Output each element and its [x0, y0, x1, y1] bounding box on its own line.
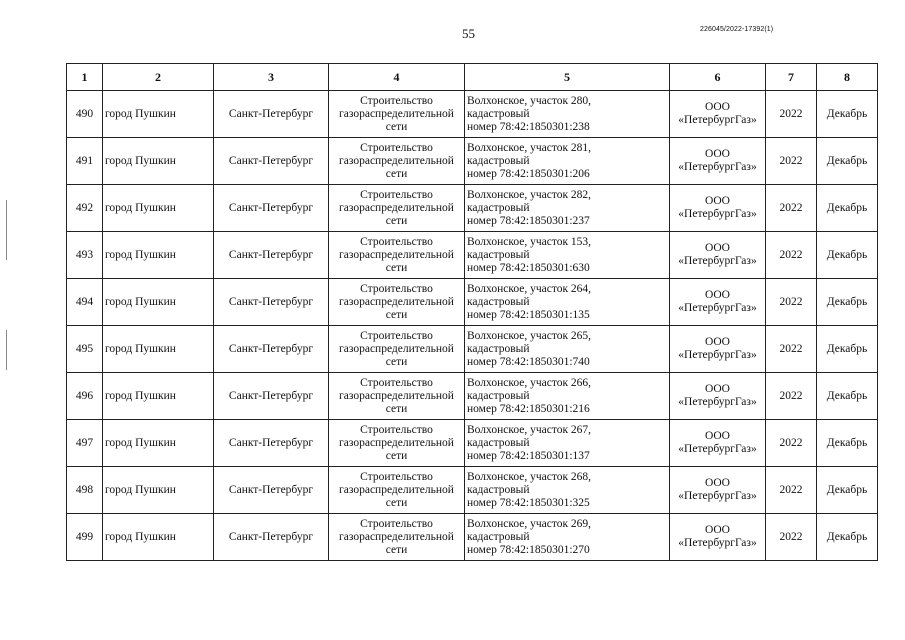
cell-address-line: номер 78:42:1850301:630 [467, 261, 590, 274]
cell-locality [103, 138, 214, 185]
cell-locality-line: город Пушкин [105, 248, 176, 261]
cell-number-line: 497 [75, 436, 94, 449]
cell-work [329, 420, 465, 467]
cell-address-line: номер 78:42:1850301:137 [467, 449, 590, 462]
cell-work [329, 91, 465, 138]
cell-locality-line: город Пушкин [105, 436, 176, 449]
cell-number [67, 467, 103, 514]
cell-work [329, 467, 465, 514]
cell-organization-line: «ПетербургГаз» [678, 255, 757, 267]
cell-year [766, 232, 817, 279]
cell-month [817, 326, 878, 373]
cell-locality-line: город Пушкин [105, 201, 176, 214]
cell-organization-line: ООО [705, 477, 730, 489]
cell-work [329, 185, 465, 232]
cell-organization-line: «ПетербургГаз» [678, 302, 757, 314]
cell-address-line: Волхонское, участок 269, [467, 517, 592, 530]
cell-work-line: Строительство [360, 423, 433, 436]
cell-number-line: 490 [75, 107, 94, 120]
cell-organization [670, 232, 766, 279]
cell-locality [103, 420, 214, 467]
cell-organization-line: ООО [705, 101, 730, 113]
cell-month [817, 514, 878, 561]
cell-organization-line: «ПетербургГаз» [678, 396, 757, 408]
register-table [66, 63, 878, 561]
cell-work-line: Строительство [360, 141, 433, 154]
cell-locality [103, 467, 214, 514]
cell-region [214, 467, 329, 514]
cell-work-line: газораспределительной [339, 154, 454, 167]
cell-region [214, 138, 329, 185]
cell-work-line: сети [385, 355, 408, 368]
cell-region-line: Санкт-Петербург [228, 295, 314, 308]
cell-work-line: сети [385, 308, 408, 321]
cell-year-line: 2022 [779, 483, 803, 496]
cell-region [214, 232, 329, 279]
cell-address-line: кадастровый [467, 295, 530, 308]
cell-year [766, 185, 817, 232]
cell-address-line: кадастровый [467, 107, 530, 120]
cell-locality [103, 279, 214, 326]
cell-address-line: номер 78:42:1850301:237 [467, 214, 590, 227]
cell-work-line: Строительство [360, 188, 433, 201]
cell-work [329, 373, 465, 420]
table-row [67, 373, 878, 420]
cell-locality-line: город Пушкин [105, 389, 176, 402]
cell-work [329, 138, 465, 185]
cell-organization [670, 420, 766, 467]
cell-region [214, 373, 329, 420]
cell-work-line: газораспределительной [339, 436, 454, 449]
cell-address [465, 138, 670, 185]
cell-address-line: кадастровый [467, 154, 530, 167]
cell-address-line: номер 78:42:1850301:238 [467, 120, 590, 133]
cell-work-line: Строительство [360, 235, 433, 248]
table-row [67, 279, 878, 326]
cell-year-line: 2022 [779, 295, 803, 308]
table-body [67, 91, 878, 561]
cell-month-line: Декабрь [826, 107, 868, 120]
column-header: 8 [817, 64, 878, 91]
cell-region-line: Санкт-Петербург [228, 107, 314, 120]
cell-organization-line: «ПетербургГаз» [678, 443, 757, 455]
cell-locality-line: город Пушкин [105, 530, 176, 543]
cell-locality [103, 326, 214, 373]
cell-organization-line: «ПетербургГаз» [678, 537, 757, 549]
cell-region [214, 420, 329, 467]
cell-locality-line: город Пушкин [105, 107, 176, 120]
cell-number-line: 493 [75, 248, 94, 261]
cell-address [465, 326, 670, 373]
margin-mark [6, 200, 7, 260]
cell-month-line: Декабрь [826, 154, 868, 167]
cell-number [67, 326, 103, 373]
table-row [67, 326, 878, 373]
cell-work-line: Строительство [360, 470, 433, 483]
cell-number [67, 185, 103, 232]
cell-region [214, 326, 329, 373]
cell-work-line: сети [385, 449, 408, 462]
cell-region-line: Санкт-Петербург [228, 201, 314, 214]
cell-number [67, 420, 103, 467]
cell-address-line: Волхонское, участок 280, [467, 94, 592, 107]
cell-region [214, 185, 329, 232]
cell-address-line: кадастровый [467, 436, 530, 449]
cell-year [766, 138, 817, 185]
cell-month [817, 185, 878, 232]
cell-number [67, 91, 103, 138]
cell-month [817, 467, 878, 514]
cell-address-line: номер 78:42:1850301:216 [467, 402, 590, 415]
cell-address-line: Волхонское, участок 153, [467, 235, 592, 248]
cell-number-line: 498 [75, 483, 94, 496]
cell-address-line: кадастровый [467, 483, 530, 496]
cell-address-line: кадастровый [467, 201, 530, 214]
cell-address-line: кадастровый [467, 389, 530, 402]
cell-organization [670, 373, 766, 420]
cell-organization-line: ООО [705, 524, 730, 536]
cell-organization [670, 185, 766, 232]
cell-year-line: 2022 [779, 248, 803, 261]
cell-work-line: сети [385, 214, 408, 227]
cell-region-line: Санкт-Петербург [228, 154, 314, 167]
cell-work-line: газораспределительной [339, 483, 454, 496]
cell-work-line: сети [385, 261, 408, 274]
cell-address [465, 467, 670, 514]
cell-address-line: Волхонское, участок 268, [467, 470, 592, 483]
cell-work [329, 279, 465, 326]
cell-region-line: Санкт-Петербург [228, 436, 314, 449]
cell-address-line: номер 78:42:1850301:325 [467, 496, 590, 509]
cell-month-line: Декабрь [826, 248, 868, 261]
cell-year-line: 2022 [779, 342, 803, 355]
table-row [67, 232, 878, 279]
cell-month [817, 232, 878, 279]
cell-work-line: Строительство [360, 517, 433, 530]
cell-year [766, 279, 817, 326]
cell-month-line: Декабрь [826, 436, 868, 449]
cell-work [329, 514, 465, 561]
cell-region [214, 514, 329, 561]
cell-address-line: Волхонское, участок 267, [467, 423, 592, 436]
cell-number-line: 496 [75, 389, 94, 402]
table-row [67, 467, 878, 514]
cell-year [766, 91, 817, 138]
cell-locality [103, 185, 214, 232]
cell-year-line: 2022 [779, 530, 803, 543]
cell-work-line: газораспределительной [339, 248, 454, 261]
cell-locality-line: город Пушкин [105, 483, 176, 496]
cell-work-line: газораспределительной [339, 530, 454, 543]
cell-locality-line: город Пушкин [105, 342, 176, 355]
cell-work-line: сети [385, 543, 408, 556]
cell-number-line: 499 [75, 530, 94, 543]
cell-address-line: кадастровый [467, 530, 530, 543]
cell-address-line: Волхонское, участок 282, [467, 188, 592, 201]
cell-locality-line: город Пушкин [105, 154, 176, 167]
cell-address [465, 373, 670, 420]
document-id: 226045/2022-17392(1) [700, 26, 774, 33]
cell-region-line: Санкт-Петербург [228, 530, 314, 543]
cell-region-line: Санкт-Петербург [228, 248, 314, 261]
cell-locality-line: город Пушкин [105, 295, 176, 308]
cell-address-line: Волхонское, участок 265, [467, 329, 592, 342]
column-header: 4 [329, 64, 465, 91]
cell-year [766, 514, 817, 561]
cell-work-line: Строительство [360, 282, 433, 295]
cell-work-line: сети [385, 167, 408, 180]
cell-address-line: номер 78:42:1850301:270 [467, 543, 590, 556]
column-header: 2 [103, 64, 214, 91]
cell-address-line: Волхонское, участок 264, [467, 282, 592, 295]
cell-organization-line: ООО [705, 336, 730, 348]
cell-work-line: сети [385, 496, 408, 509]
table-header-row [67, 64, 878, 91]
cell-locality [103, 514, 214, 561]
cell-locality [103, 91, 214, 138]
cell-month [817, 279, 878, 326]
cell-region [214, 279, 329, 326]
column-header: 3 [214, 64, 329, 91]
cell-organization-line: «ПетербургГаз» [678, 208, 757, 220]
table-row [67, 91, 878, 138]
cell-organization [670, 326, 766, 373]
cell-organization-line: ООО [705, 242, 730, 254]
cell-year [766, 373, 817, 420]
cell-number [67, 138, 103, 185]
column-header: 7 [766, 64, 817, 91]
cell-organization-line: ООО [705, 148, 730, 160]
table-row [67, 185, 878, 232]
cell-number-line: 491 [75, 154, 94, 167]
page-number: 55 [462, 26, 475, 41]
cell-month [817, 373, 878, 420]
cell-address [465, 514, 670, 561]
cell-address [465, 232, 670, 279]
cell-organization-line: ООО [705, 383, 730, 395]
cell-number [67, 373, 103, 420]
cell-work-line: газораспределительной [339, 295, 454, 308]
cell-month-line: Декабрь [826, 342, 868, 355]
cell-organization [670, 514, 766, 561]
cell-month-line: Декабрь [826, 530, 868, 543]
cell-address-line: Волхонское, участок 266, [467, 376, 592, 389]
cell-year-line: 2022 [779, 436, 803, 449]
cell-organization-line: ООО [705, 430, 730, 442]
table-row [67, 420, 878, 467]
cell-region [214, 91, 329, 138]
cell-number [67, 232, 103, 279]
cell-locality [103, 232, 214, 279]
cell-work-line: газораспределительной [339, 389, 454, 402]
cell-month-line: Декабрь [826, 483, 868, 496]
cell-work [329, 326, 465, 373]
cell-month-line: Декабрь [826, 201, 868, 214]
cell-organization-line: ООО [705, 289, 730, 301]
cell-address [465, 91, 670, 138]
cell-number-line: 494 [75, 295, 94, 308]
cell-year-line: 2022 [779, 107, 803, 120]
cell-address [465, 185, 670, 232]
table-row [67, 138, 878, 185]
cell-address-line: кадастровый [467, 342, 530, 355]
cell-organization-line: «ПетербургГаз» [678, 490, 757, 502]
cell-month-line: Декабрь [826, 295, 868, 308]
cell-month-line: Декабрь [826, 389, 868, 402]
cell-year-line: 2022 [779, 154, 803, 167]
cell-address-line: Волхонское, участок 281, [467, 141, 592, 154]
cell-year-line: 2022 [779, 201, 803, 214]
cell-work-line: Строительство [360, 376, 433, 389]
cell-number [67, 514, 103, 561]
cell-month [817, 91, 878, 138]
cell-work-line: газораспределительной [339, 201, 454, 214]
cell-work [329, 232, 465, 279]
column-header: 5 [465, 64, 670, 91]
cell-year [766, 420, 817, 467]
cell-organization-line: «ПетербургГаз» [678, 114, 757, 126]
column-header: 1 [67, 64, 103, 91]
cell-organization-line: «ПетербургГаз» [678, 349, 757, 361]
cell-number-line: 495 [75, 342, 94, 355]
cell-organization [670, 138, 766, 185]
cell-year-line: 2022 [779, 389, 803, 402]
cell-month [817, 138, 878, 185]
cell-year [766, 467, 817, 514]
cell-region-line: Санкт-Петербург [228, 389, 314, 402]
cell-address-line: номер 78:42:1850301:740 [467, 355, 590, 368]
cell-month [817, 420, 878, 467]
cell-locality [103, 373, 214, 420]
cell-organization [670, 279, 766, 326]
cell-address-line: кадастровый [467, 248, 530, 261]
cell-organization [670, 467, 766, 514]
cell-work-line: сети [385, 402, 408, 415]
cell-organization-line: ООО [705, 195, 730, 207]
cell-work-line: газораспределительной [339, 107, 454, 120]
cell-number [67, 279, 103, 326]
cell-organization-line: «ПетербургГаз» [678, 161, 757, 173]
margin-mark [6, 330, 7, 370]
cell-address [465, 420, 670, 467]
cell-year [766, 326, 817, 373]
cell-region-line: Санкт-Петербург [228, 342, 314, 355]
cell-address-line: номер 78:42:1850301:135 [467, 308, 590, 321]
cell-work-line: сети [385, 120, 408, 133]
cell-number-line: 492 [75, 201, 94, 214]
cell-work-line: Строительство [360, 329, 433, 342]
cell-organization [670, 91, 766, 138]
cell-address [465, 279, 670, 326]
cell-region-line: Санкт-Петербург [228, 483, 314, 496]
cell-work-line: газораспределительной [339, 342, 454, 355]
table-row [67, 514, 878, 561]
column-header: 6 [670, 64, 766, 91]
cell-address-line: номер 78:42:1850301:206 [467, 167, 590, 180]
cell-work-line: Строительство [360, 94, 433, 107]
